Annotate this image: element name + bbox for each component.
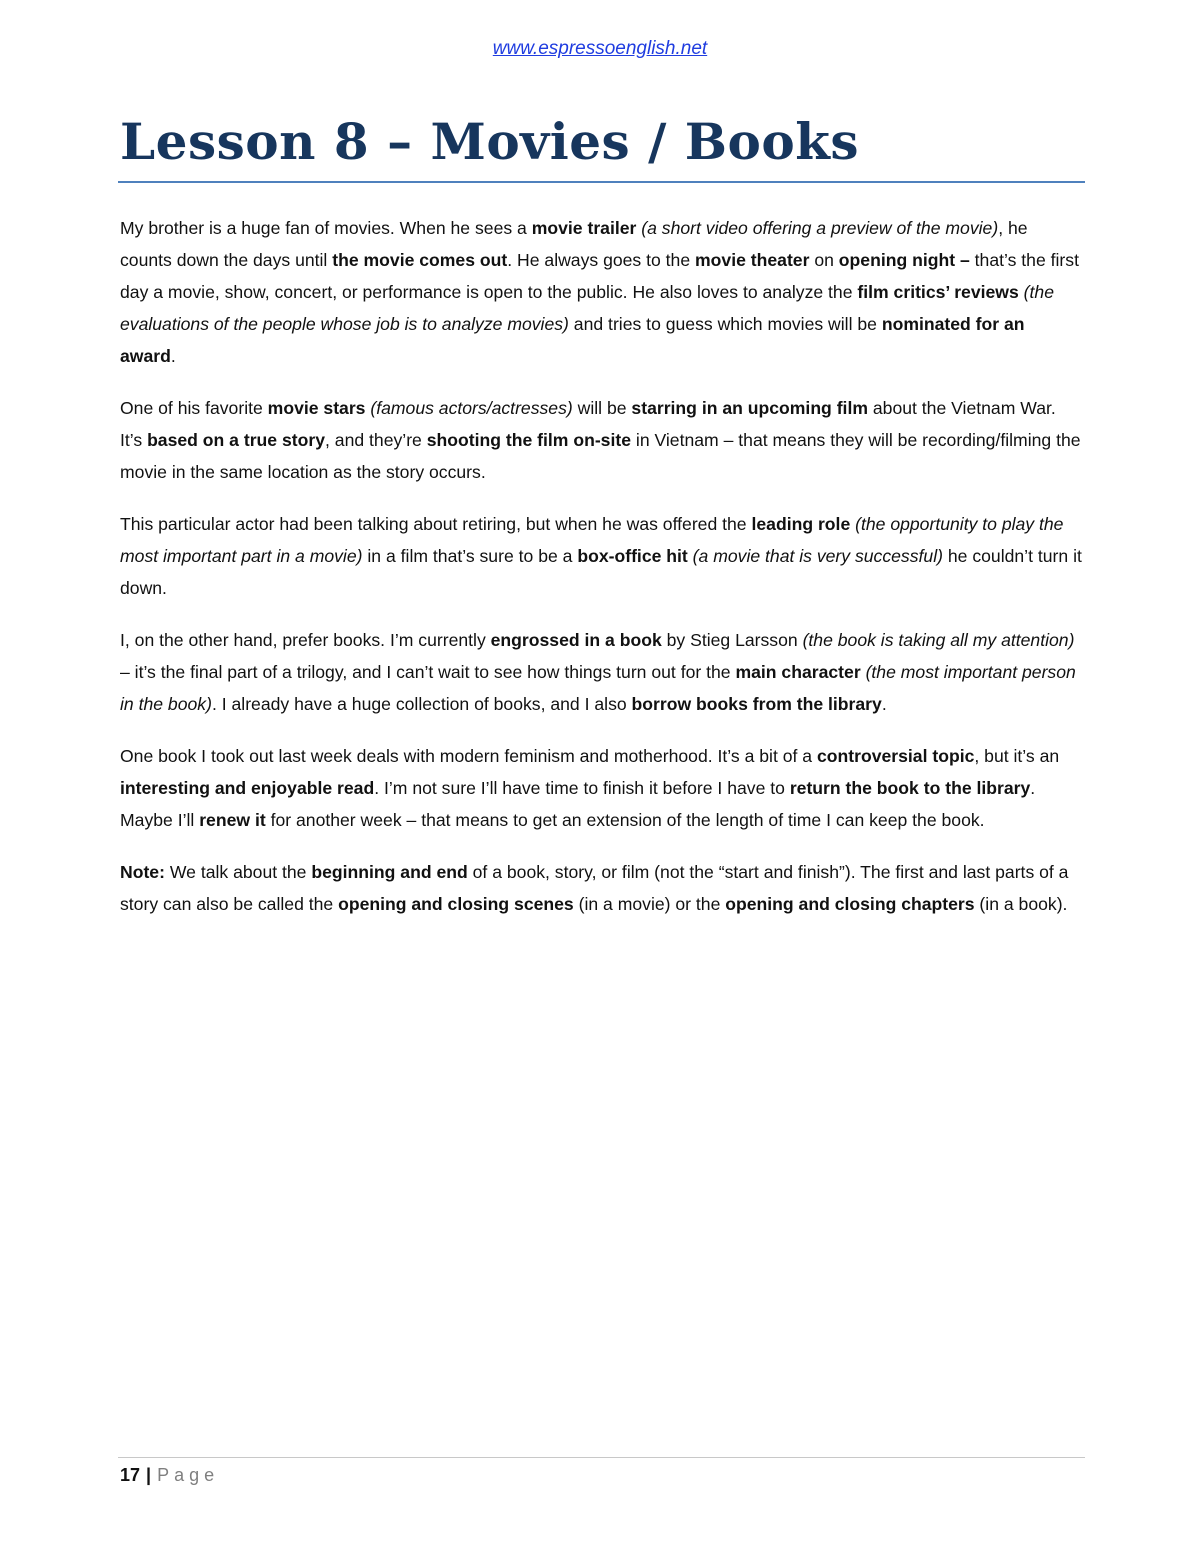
- title-underline: [118, 181, 1085, 183]
- footer-separator: |: [146, 1465, 152, 1485]
- paragraph-leading-role: [120, 508, 1082, 604]
- paragraph-books: [120, 624, 1082, 720]
- bold-term: starring in an upcoming film: [631, 398, 868, 418]
- text-run: This particular actor had been talking about retiring, but when he was offered the: [120, 514, 752, 534]
- text-run: One of his favorite: [120, 398, 268, 418]
- text-run: (in a movie) or the: [573, 894, 726, 914]
- text-run: that’s the first day a movie, show, concert, or performance is open to the public. He also loves to analyze the: [120, 250, 1079, 302]
- footer-divider: [118, 1457, 1085, 1458]
- paragraph-movie-stars: [120, 392, 1082, 488]
- bold-term: opening and closing chapters: [725, 894, 975, 914]
- lesson-title: Lesson 8 – Movies / Books: [120, 112, 860, 171]
- text-run: . He always goes to the: [507, 250, 696, 270]
- bold-term: return the book to the library: [789, 778, 1031, 798]
- italic-definition: (a movie that is very successful): [692, 546, 943, 566]
- bold-term: renew it: [199, 810, 266, 830]
- page-number: 17: [120, 1465, 141, 1485]
- bold-term: movie trailer: [531, 218, 637, 238]
- italic-definition: (the evaluations of the people whose job is to analyze movies): [120, 282, 1054, 334]
- text-run: .: [881, 694, 887, 714]
- text-run: I, on the other hand, prefer books. I’m currently: [120, 630, 491, 650]
- text-run: on: [809, 250, 839, 270]
- italic-definition: (a short video offering a preview of the movie): [641, 218, 999, 238]
- text-run: We talk about the: [164, 862, 312, 882]
- text-run: and tries to guess which movies will be: [568, 314, 882, 334]
- text-run: (in a book).: [974, 894, 1068, 914]
- text-run: he couldn’t turn it down.: [120, 546, 1082, 598]
- bold-term: film critics’ reviews: [857, 282, 1019, 302]
- text-run: . Maybe I’ll: [120, 778, 1036, 830]
- bold-term: nominated for an award: [120, 314, 1025, 366]
- text-run: in a film that’s sure to be a: [362, 546, 578, 566]
- text-run: will be: [572, 398, 632, 418]
- text-run: One book I took out last week deals with modern feminism and motherhood. It’s a bit of a: [120, 746, 817, 766]
- bold-term: borrow books from the library: [631, 694, 882, 714]
- bold-term: Note:: [120, 862, 165, 882]
- text-run: , and they’re: [325, 430, 427, 450]
- paragraph-library-book: [120, 740, 1082, 836]
- bold-term: the movie comes out: [332, 250, 508, 270]
- text-run: of a book, story, or film (not the “start and finish”). The first and last parts of a story can also be called the: [120, 862, 1069, 914]
- italic-definition: (the opportunity to play the most important part in a movie): [120, 514, 1064, 566]
- bold-term: movie theater: [695, 250, 810, 270]
- text-run: . I already have a huge collection of books, and I also: [211, 694, 632, 714]
- bold-term: leading role: [751, 514, 851, 534]
- text-run: My brother is a huge fan of movies. When he sees a: [120, 218, 532, 238]
- italic-definition: (the most important person in the book): [120, 662, 1076, 714]
- paragraph-movie-fan: [120, 212, 1082, 372]
- text-run: for another week – that means to get an extension of the length of time I can keep the book.: [265, 810, 985, 830]
- website-link[interactable]: www.espressoenglish.net: [492, 38, 708, 59]
- italic-definition: (famous actors/actresses): [370, 398, 573, 418]
- bold-term: opening and closing scenes: [338, 894, 574, 914]
- lesson-body: [120, 212, 1082, 940]
- text-run: , he counts down the days until: [120, 218, 1028, 270]
- bold-term: controversial topic: [816, 746, 975, 766]
- text-run: , but it’s an: [974, 746, 1060, 766]
- text-run: about the Vietnam War. It’s: [120, 398, 1056, 450]
- page-label: Page: [157, 1465, 220, 1485]
- bold-term: engrossed in a book: [490, 630, 662, 650]
- bold-term: box-office hit: [577, 546, 688, 566]
- bold-term: movie stars: [267, 398, 366, 418]
- page-footer: [120, 1465, 219, 1486]
- text-run: in Vietnam – that means they will be recording/filming the movie in the same location as the story occurs.: [120, 430, 1081, 482]
- bold-term: shooting the film on-site: [426, 430, 632, 450]
- text-run: by Stieg Larsson: [661, 630, 803, 650]
- bold-term: based on a true story: [147, 430, 326, 450]
- bold-term: opening night –: [838, 250, 970, 270]
- bold-term: beginning and end: [311, 862, 468, 882]
- paragraph-note: [120, 856, 1082, 920]
- italic-definition: (the book is taking all my attention): [802, 630, 1075, 650]
- bold-term: interesting and enjoyable read: [120, 778, 375, 798]
- text-run: . I’m not sure I’ll have time to finish it before I have to: [374, 778, 790, 798]
- text-run: .: [170, 346, 176, 366]
- text-run: – it’s the final part of a trilogy, and I can’t wait to see how things turn out for the: [120, 662, 736, 682]
- bold-term: main character: [735, 662, 861, 682]
